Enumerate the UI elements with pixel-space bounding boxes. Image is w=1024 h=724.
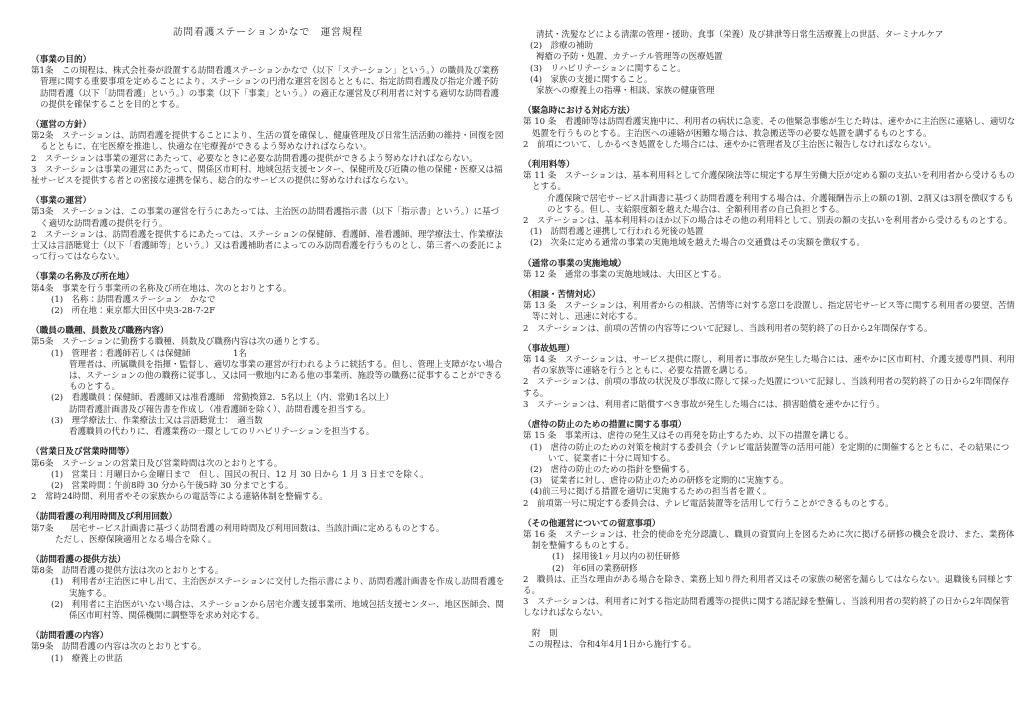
section-heading: （運営の方針） [31,120,92,131]
text-line: 第 16 条 ステーションは、社会的使命を充分認識し、職員の資質向上を図るために次に掲げる研修の機会を設け、また、業務体制を整備するものとする。 [523,529,1015,552]
text-line: (1) 営業日：月曜日から金曜日まで 但し、国民の祝日、12 月 30 日から 1 月 3 日までを除く。 [51,469,429,480]
text-line: 第 12 条 通常の事業の実施地域は、大田区とする。 [523,269,727,280]
text-line: 第5条 ステーションに勤務する職種、員数及び職務内容は次の通りとする。 [31,337,325,348]
text-line: (2) 診療の補助 [530,41,594,52]
text-line: この規程は、令和4年4月1日から施行する。 [527,639,697,650]
section-heading: （緊急時における対応方法） [523,106,635,117]
section-heading: （職員の職種、員数及び職務内容） [31,326,169,337]
section-heading: （訪問看護の提供方法） [31,554,126,565]
text-line: (2) 営業時間：午前8時 30 分から午後5時 30 分までとする。 [51,480,294,491]
left-column-sections [31,55,505,665]
text-line: (4) 家族の支援に関すること。 [530,74,653,85]
section-heading: （その他運営についての留意事項） [523,518,661,529]
text-line: 介護保険で居宅サービス計画書に基づく訪問看護を利用する場合は、介護報酬告示上の額の1割、2割又は3割を徴収するものとする。但し、支給限度額を越えた場合は、全額利用者の自己負担とする。 [547,193,1014,215]
section [523,629,1017,651]
section-heading: （訪問看護の利用時間及び利用回数） [31,512,178,523]
text-line: (2) 利用者に主治医がいない場合は、ステーションから居宅介護支援事業所、地域包括支援センター、地区医師会、関係区市町村等、関係機関に調整等を求め対応する。 [51,599,504,621]
section-heading: （虐待の防止のための措置に関する事項） [523,420,687,431]
text-line: (2) 虐待の防止のための指針を整備する。 [530,464,696,475]
text-line: 3 ステーションは、利用者に対する指定訪問看護等の提供に関する諸記録を整備し、当該利用者の契約終了の日から2年間保管しなければならない。 [523,597,1010,619]
text-line: 第2条 ステーションは、訪問看護を提供することにより、生活の質を確保し、健康管理及び日常生活活動の維持・回復を図るとともに、在宅医療を推進し、快適な在宅療養ができるよう努めなければならない。 [31,131,504,153]
text-line: (3) 従業者に対し、虐待の防止のための研修を定期的に実施する。 [530,476,789,487]
text-line: (3) リハビリテーションに関すること。 [530,63,686,74]
section-heading: （事故処理） [523,343,575,354]
text-line: 第 13 条 ステーションは、利用者からの相談、苦情等に対する窓口を設置し、指定居宅サービス等に関する利用者の要望、苦情等に対し、迅速に対応する。 [523,301,1015,323]
document-title: 訪問看護ステーションかなで 運営規程 [172,27,364,38]
text-line: 看護職員の代わりに、看護業務の一環としてのリハビリテーションを担当する。 [69,427,375,438]
text-line: 第8条 訪問看護の提供方法は次のとおりとする。 [31,566,224,577]
section [31,196,505,263]
text-line: 3 ステーションは事業の運営にあたって、関係区市町村、地域包括支援センター、保健所及び近隣の他の保健・医療又は福祉サービスを提供する者との密接な連携を保ち、総合的なサービスの提供に努めなければならない。 [31,164,503,187]
text-line: 2 前項第一号に規定する委員会は、テレビ電話装置等を活用して行うことができるものとする。 [523,498,894,509]
section [523,160,1017,250]
text-line: (2) 看護職員：保健師、看護師又は准看護師 常勤換算2．5名以上（内、常勤1名以上） [51,393,394,404]
section [523,290,1017,335]
right-column-sections [523,30,1017,651]
section [523,420,1017,510]
text-line: 第4条 事業を行う事業所の名称及び所在地は、次のとおりとする。 [31,283,292,294]
text-line: 管理者は、所属職員を指揮・監督し、適切な事業の運営が行われるように統括する。但し、管理上支障がない場合は、ステーションの他の職務に従事し、又は同一敷地内にある他の事業所、施設等の職務に従事することができるものとする。 [69,359,503,393]
section-heading: （利用料等） [523,160,575,171]
section [523,106,1017,151]
section [523,519,1017,620]
text-line: (1) 名称：訪問看護ステーション かなで [51,294,216,305]
text-line: 2 常時24時間、利用者やその家族からの電話等による連絡体制を整備する。 [31,492,328,503]
section-heading: （相談・苦情対応） [523,290,601,301]
section [31,120,505,187]
section-heading: （訪問看護の内容） [31,631,109,642]
text-line: 第 15 条 事業所は、虐待の発生又はその再発を防止するため、以下の措置を講じる。 [523,431,854,442]
text-line: 2 ステーションは事業の運営にあたって、必要なときに必要な訪問看護の提供ができるよう努めなければならない。 [31,153,478,164]
text-line: 第6条 ステーションの営業日及び営業時間は次のとおりとする。 [31,458,283,469]
text-line: 訪問看護計画書及び報告書を作成し（准看護師を除く）、訪問看護を担当する。 [69,404,371,415]
section [523,30,1017,97]
section [523,259,1017,281]
text-line: (3) 理学療法士、作業療法士又は言語聴覚士： 適当数 [51,415,263,426]
text-line: 褥瘡の予防・処置、カテーテル管理等の医療処置 [536,52,723,63]
text-line: (1) 虐待の防止のための対策を検討する委員会（テレビ電話装置等の活用可能）を定期的に開催するとともに、その結果について、従業者に十分に周知する。 [530,442,1010,464]
section-heading: （事業の名称及び所在地） [31,272,135,283]
text-line: (4)前三号に掲げる措置を適切に実施するための担当者を置く。 [530,487,772,498]
right-column [523,0,1017,660]
left-column [31,0,505,674]
text-line: 2 ステーションは、訪問看護を提供するにあたっては、ステーションの保健師、看護師、准看護師、理学療法士、作業療法士又は言語聴覚士（以下「看護師等」という。）又は看護補助者によってのみ訪問看護を行うものとし、第三者への委託によって行ってはならない。 [31,229,503,263]
text-line: ただし、医療保険適用となる場合を除く。 [55,534,217,545]
text-line: 第 11 条 ステーションは、基本利用料として介護保険法等に規定する厚生労働大臣が定める額の支払いを利用者から受けるものとする。 [523,171,1015,193]
text-line: 第1条 この規程は、株式会社奏が設置する訪問看護ステーションかなで（以下「ステーション」という。）の職員及び業務管理に関する重要事項を定めることにより、ステーションの円滑な運営を図るとともに、指定訪問看護及び指定介護予防訪問看護（以下「訪問看護」という。）の事業（以下「事業」という。）の適正な運営及び利用者に対する適切な訪問看護の提供を確保することを目的とする。 [31,66,500,110]
section [31,512,505,546]
section [31,272,505,317]
text-line: 2 前項について、しかるべき処置をした場合には、速やかに管理者及び主治医に報告しなければならない。 [523,139,937,150]
text-line: (2) 次条に定める通常の事業の実施地域を越えた場合の交通費はその実額を徴収する。 [530,238,866,249]
text-line: (1) 療養上の世話 [51,653,123,664]
text-line: (1) 利用者が主治医に申し出て、主治医がステーションに交付した指示書により、訪問看護計画書を作成し訪問看護を実施する。 [51,577,505,599]
section-heading: （事業の目的） [31,55,92,65]
section-heading: （営業日及び営業時間等） [31,447,135,458]
text-line: 3 ステーションは、利用者に賠償すべき事故が発生した場合には、損害賠償を速やかに行う。 [523,399,885,410]
section [31,447,505,503]
section [31,326,505,438]
section [31,555,505,622]
text-line: 2 ステーションは、前項の苦情の内容等について記録し、当該利用者の契約終了の日から2年間保存する。 [523,323,933,334]
text-line: (1) 採用後1ヶ月以内の初任研修 [552,552,680,563]
text-line: 第7条 居宅サービス計画書に基づく訪問看護の利用時間及び利用回数は、当該計画に定めるものとする。 [31,523,445,534]
text-line: 2 ステーションは、前項の事故の状況及び事故に際して採った処置について記録し、当該利用者の契約終了の日から2年間保存する。 [523,377,1010,399]
text-line: (2) 所在地：東京都大田区中央3-28-7-2F [51,306,216,317]
text-line: 2 ステーションは、基本利用料のほか以下の場合はその他の利用料として、別表の額の支払いを利用者から受けるものとする。 [523,216,1013,227]
section [31,55,505,111]
text-line: 第9条 訪問看護の内容は次のとおりとする。 [31,642,207,653]
section-heading: （通常の事業の実施地域） [523,258,627,269]
text-line: 附 則 [532,628,558,639]
text-line: (1) 訪問看護と連携して行われる死後の処置 [530,227,704,238]
text-line: 家族への療養上の指導・相談、家族の健康管理 [536,86,715,97]
section-heading: （事業の運営） [31,196,92,207]
text-line: 第3条 ステーションは、この事業の運営を行うにあたっては、主治医の訪問看護指示書（以下「指示書」という。）に基づく適切な訪問看護の提供を行う。 [31,207,500,229]
text-line: 清拭・洗髪などによる清潔の管理・援助、食事（栄養）及び排泄等日常生活療養上の世話、ターミナルケア [536,30,944,40]
text-line: 第 10 条 看護師等は訪問看護実施中に、利用者の病状に急変、その他緊急事態が生じた時は、速やかに主治医に連絡し、適切な処置を行うものとする。主治医への連絡が困難な場合は、救急搬送等の必要な処置を講ずるものとする。 [523,117,1016,139]
text-line: (2) 年6回の業務研修 [552,563,638,574]
text-line: 第 14 条 ステーションは、サービス提供に際し、利用者に事故が発生した場合には、速やかに区市町村、介護支援専門員、利用者の家族等に連絡を行うとともに、必要な措置を講じる。 [523,355,1015,377]
text-line: (1) 管理者：看護師若しくは保健師 1名 [51,348,247,359]
section [31,631,505,665]
section [523,344,1017,411]
text-line: 2 職員は、正当な理由がある場合を除き、業務上知り得た利用者又はその家族の秘密を漏らしてはならない。退職後も同様とする。 [523,574,1013,596]
